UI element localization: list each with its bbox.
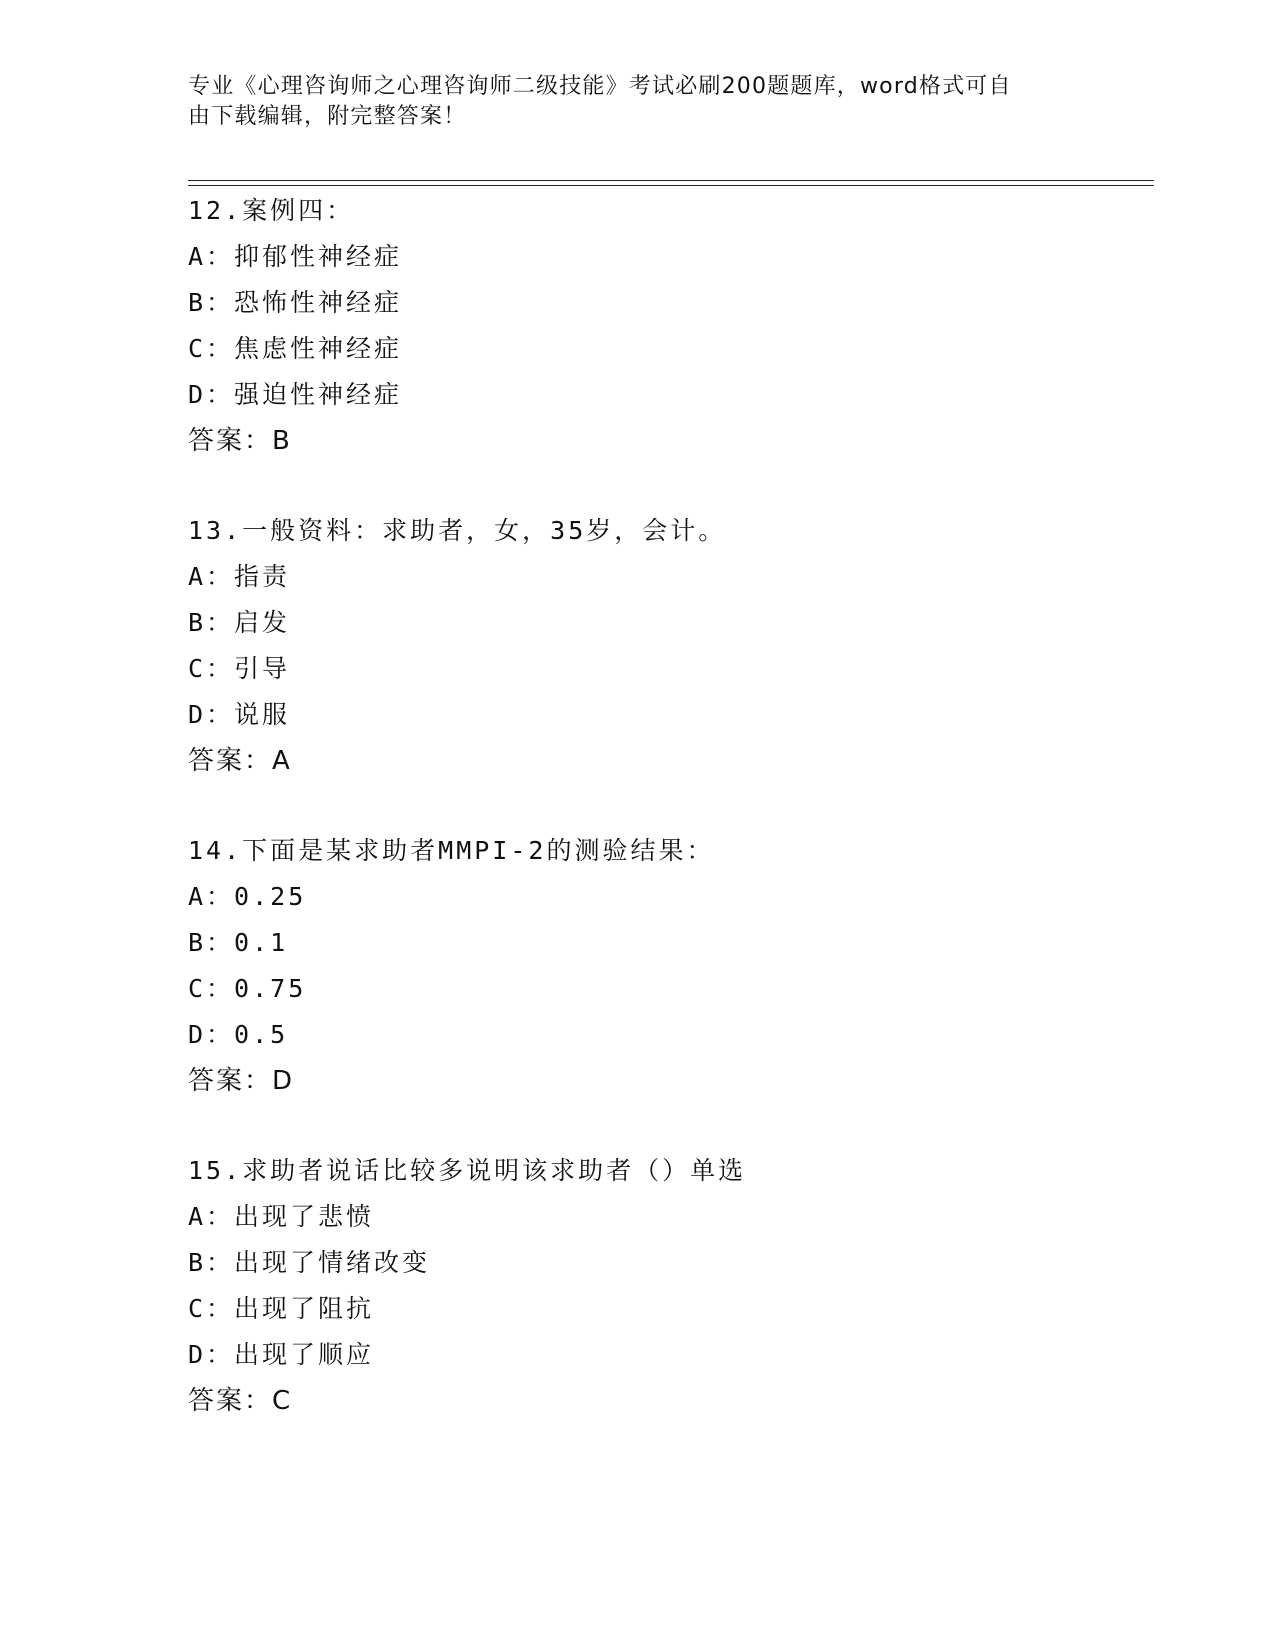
option-a: A：抑郁性神经症: [188, 242, 403, 271]
document-header: [188, 72, 1068, 132]
option-b: B：0.1: [188, 928, 289, 957]
header-line-1: 专业《心理咨询师之心理咨询师二级技能》考试必刷200题题库，word格式可自: [188, 74, 1012, 99]
option-b: B：出现了情绪改变: [188, 1248, 431, 1277]
question-stem: 15.求助者说话比较多说明该求助者（）单选: [188, 1156, 747, 1185]
answer: 答案：B: [188, 426, 292, 456]
option-b: B：启发: [188, 608, 291, 637]
answer: 答案：A: [188, 746, 292, 776]
question-14: [188, 828, 1148, 1104]
option-c: C：0.75: [188, 974, 307, 1003]
question-12: [188, 188, 1148, 464]
header-line-2: 由下载编辑，附完整答案！: [188, 104, 467, 129]
option-a: A：0.25: [188, 882, 307, 911]
question-13: [188, 508, 1148, 784]
option-c: C：焦虑性神经症: [188, 334, 403, 363]
option-d: D：说服: [188, 700, 291, 729]
option-b: B：恐怖性神经症: [188, 288, 403, 317]
question-stem: 14.下面是某求助者MMPI-2的测验结果：: [188, 836, 715, 865]
answer: 答案：C: [188, 1386, 293, 1416]
header-rule-bottom: [188, 185, 1154, 186]
question-15: [188, 1148, 1148, 1424]
option-d: D：0.5: [188, 1020, 289, 1049]
option-c: C：引导: [188, 654, 291, 683]
option-d: D：强迫性神经症: [188, 380, 403, 409]
option-a: A：出现了悲愤: [188, 1202, 375, 1231]
question-stem: 12.案例四：: [188, 196, 355, 225]
question-stem: 13.一般资料：求助者，女，35岁，会计。: [188, 516, 727, 545]
option-a: A：指责: [188, 562, 291, 591]
answer: 答案：D: [188, 1066, 295, 1096]
header-rule-top: [188, 180, 1154, 181]
option-d: D：出现了顺应: [188, 1340, 375, 1369]
option-c: C：出现了阻抗: [188, 1294, 375, 1323]
